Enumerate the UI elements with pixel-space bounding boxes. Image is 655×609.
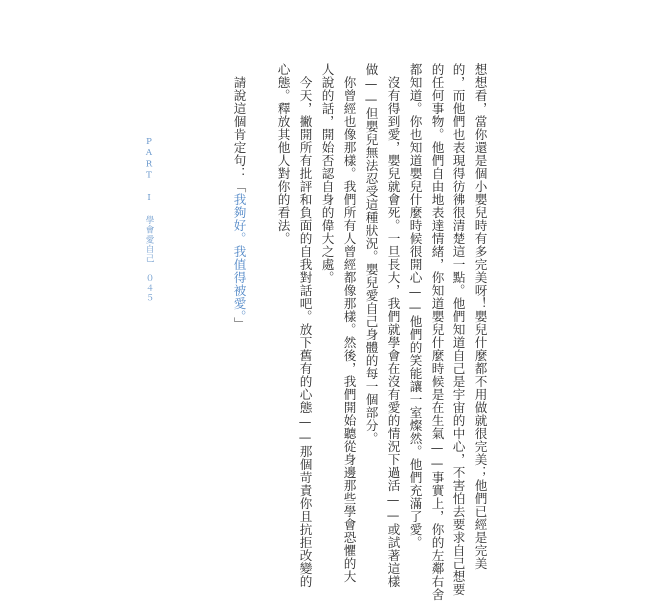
text-column-6: 做——但嬰兒無法忍受這種狀況。嬰兒愛自己身體的每一個部分。	[363, 63, 379, 445]
text-column-9: 今天，撇開所有批評和負面的自我對話吧。放下舊有的心態——那個苛責你且抗拒改變的	[297, 76, 313, 588]
text-column-4: 都知道。你也知道嬰兒什麼時候很開心——他們的笑能讓一室燦然。他們充滿了愛。	[407, 63, 423, 549]
text-column-8: 人說的話，開始否認自身的偉大之處。	[319, 63, 335, 284]
affirmation-lead: 請說這個肯定句：「	[231, 76, 247, 193]
running-head: PART I 學會愛自己 ０４５	[144, 137, 154, 303]
text-column-10: 心態。釋放其他人對你的看法。	[275, 63, 291, 245]
affirmation-close: 」	[231, 316, 247, 330]
text-column-5: 沒有得到愛，嬰兒就會死。一旦長大，我們就學會在沒有愛的情況下過活——或試著這樣	[385, 76, 401, 588]
text-column-3: 的任何事物。他們自由地表達情緒，你知道嬰兒什麼時候是在生氣——事實上，你的左鄰右舍	[429, 63, 445, 601]
text-column-2: 的，而他們也表現得彷彿很清楚這一點。他們知道自己是宇宙的中心，不害怕去要求自己想要	[450, 63, 466, 596]
affirmation-quote: 我夠好。我值得被愛。	[231, 193, 247, 317]
text-column-7: 你曾經也像那樣。我們所有人曾經都像那樣。然後，我們開始聽從身邊那些學會恐懼的大	[341, 76, 357, 583]
text-column-1: 想想看，當你還是個小嬰兒時有多完美呀！嬰兒什麼都不用做就很完美；他們已經是完美	[472, 63, 488, 570]
affirmation-column	[232, 76, 245, 330]
